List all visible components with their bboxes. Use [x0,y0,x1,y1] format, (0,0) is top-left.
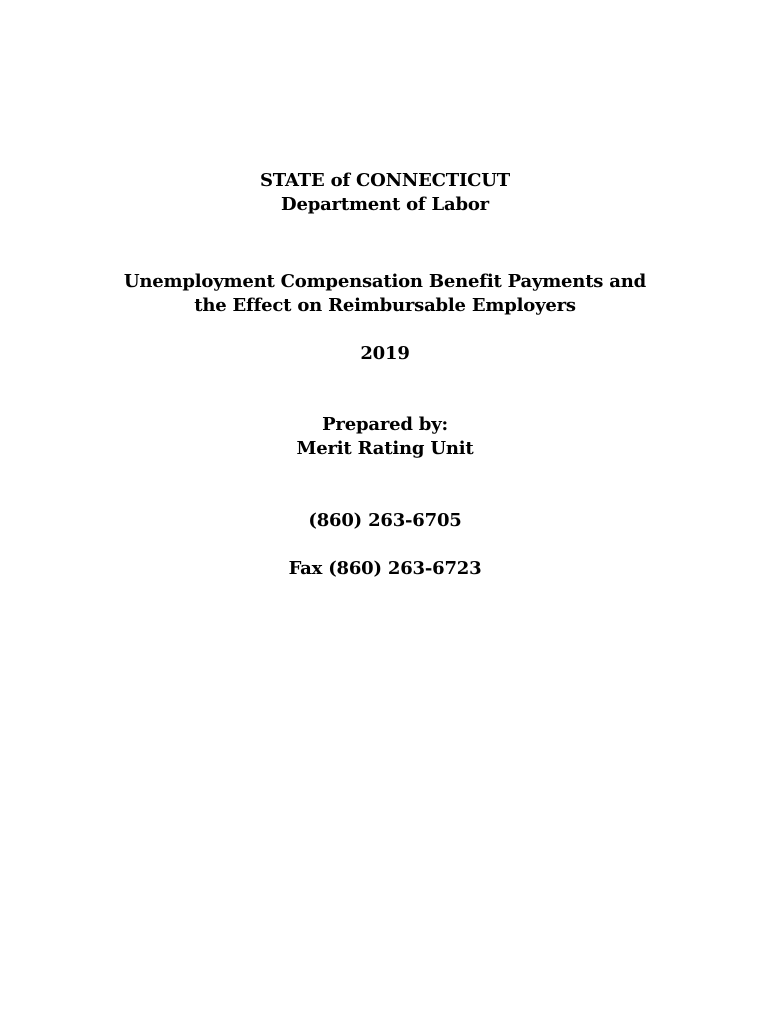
preparing-unit: Merit Rating Unit [296,438,474,459]
report-year: 2019 [360,343,410,364]
prepared-by-label: Prepared by: [322,414,448,435]
agency-department: Department of Labor [281,194,489,215]
document-title-line-1: Unemployment Compensation Benefit Payments and [123,271,647,292]
document-title-line-2: the Effect on Reimbursable Employers [194,295,576,316]
fax-number: Fax (860) 263-6723 [288,558,482,579]
agency-state: STATE of CONNECTICUT [260,170,510,191]
phone-number: (860) 263-6705 [308,510,462,531]
